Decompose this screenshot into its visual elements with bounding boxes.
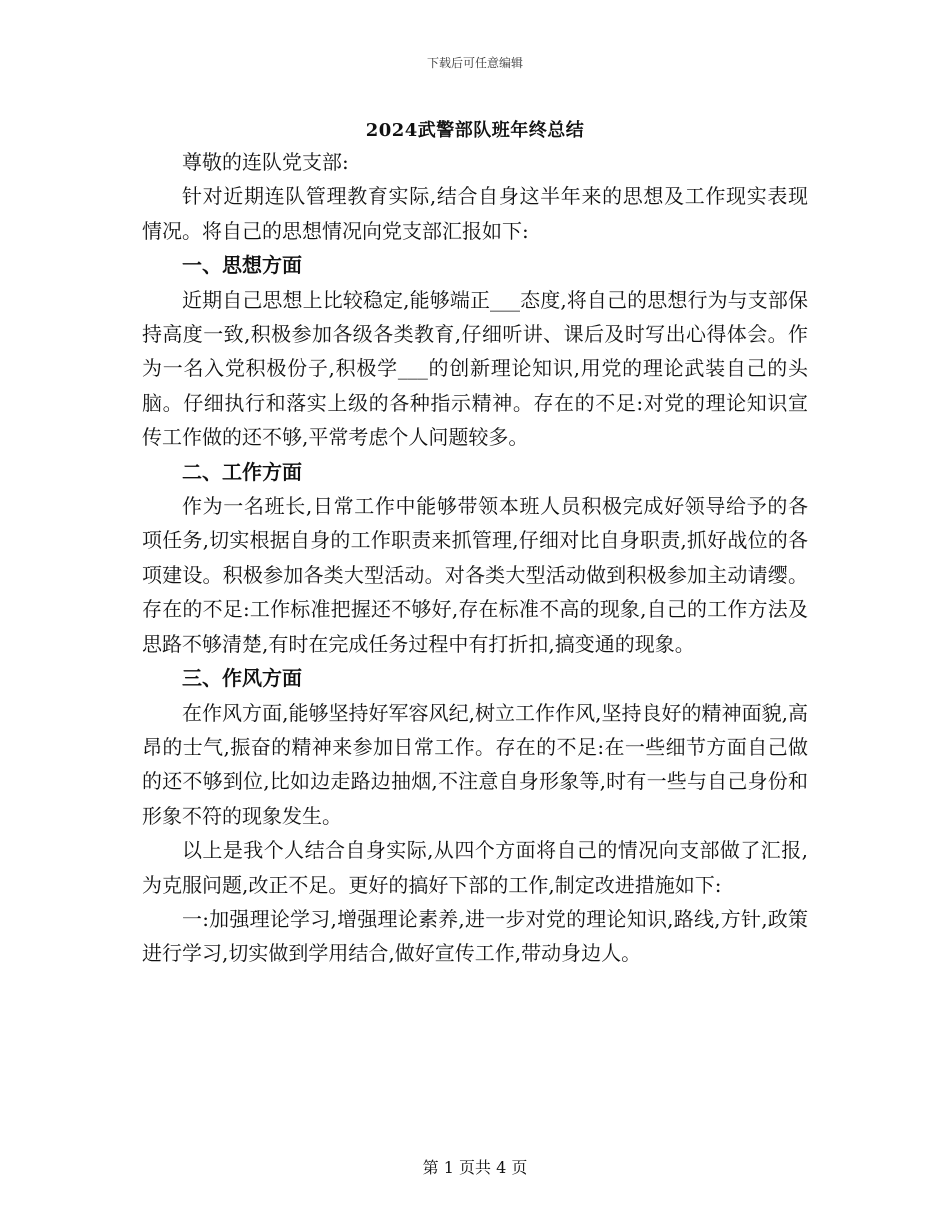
section-heading-work: 二、工作方面	[182, 459, 302, 484]
section-heading-style: 三、作风方面	[182, 666, 302, 691]
section-body-style: 在作风方面,能够坚持好军容风纪,树立工作作风,坚持良好的精神面貌,高昂的士气,振奋的精神来参加日常工作。存在的不足:在一些细节方面自己做的还不够到位,比如边走路边抽烟,不注意自身形象等,时有一些与自己身份和形象不符的现象发生。	[142, 700, 808, 828]
section-body-thought: 近期自己思想上比较稳定,能够端正___态度,将自己的思想行为与支部保持高度一致,积极参加各级各类教育,仔细听讲、课后及时写出心得体会。作为一名入党积极份子,积极学___的创新理论知识,用党的理论武装自己的头脑。仔细执行和落实上级的各种指示精神。存在的不足:对党的理论知识宣传工作做的还不够,平常考虑个人问题较多。	[142, 287, 808, 450]
document-body	[142, 145, 808, 971]
measure-paragraph-1: 一:加强理论学习,增强理论素养,进一步对党的理论知识,路线,方针,政策进行学习,切实做到学用结合,做好宣传工作,带动身边人。	[142, 906, 808, 966]
summary-paragraph: 以上是我个人结合自身实际,从四个方面将自己的情况向支部做了汇报,为克服问题,改正不足。更好的搞好下部的工作,制定改进措施如下:	[142, 838, 808, 897]
document-title: 2024武警部队班年终总结	[365, 120, 585, 141]
salutation: 尊敬的连队党支部:	[182, 150, 349, 174]
section-heading-thought: 一、思想方面	[182, 253, 302, 278]
intro-paragraph: 针对近期连队管理教育实际,结合自身这半年来的思想及工作现实表现情况。将自己的思想情况向党支部汇报如下:	[142, 184, 808, 243]
section-body-work: 作为一名班长,日常工作中能够带领本班人员积极完成好领导给予的各项任务,切实根据自身的工作职责来抓管理,仔细对比自身职责,抓好战位的各项建设。积极参加各类大型活动。对各类大型活动做到积极参加主动请缨。存在的不足:工作标准把握还不够好,存在标准不高的现象,自己的工作方法及思路不够清楚,有时在完成任务过程中有打折扣,搞变通的现象。	[142, 494, 808, 656]
header-note: 下载后可任意编辑	[426, 56, 523, 70]
page-number: 第 1 页共 4 页	[422, 1158, 528, 1177]
